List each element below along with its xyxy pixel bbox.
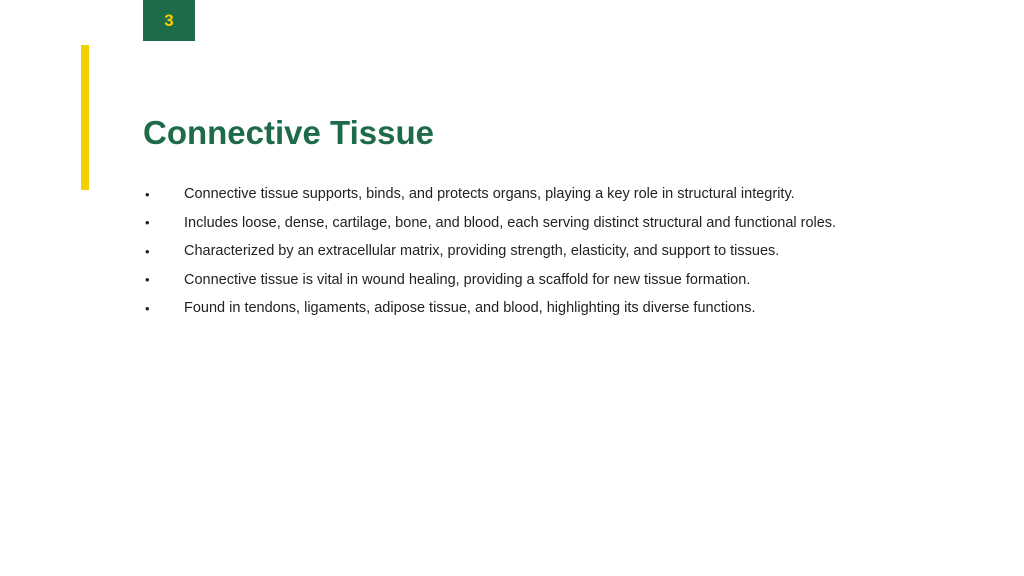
bullet-list	[143, 180, 1003, 323]
bullet-icon: •	[145, 300, 150, 316]
bullet-icon: •	[145, 272, 150, 288]
bullet-text: Connective tissue supports, binds, and protects organs, playing a key role in structural integrity.	[184, 186, 795, 203]
list-item	[143, 237, 1003, 266]
slide-number: 3	[164, 10, 174, 30]
bullet-text: Characterized by an extracellular matrix, providing strength, elasticity, and support to tissues.	[184, 243, 780, 260]
bullet-icon: •	[145, 186, 150, 202]
bullet-text: Connective tissue is vital in wound healing, providing a scaffold for new tissue formation.	[184, 271, 751, 288]
bullet-icon: •	[145, 215, 150, 231]
list-item	[143, 209, 1003, 238]
bullet-text: Includes loose, dense, cartilage, bone, and blood, each serving distinct structural and functional roles.	[184, 214, 837, 231]
accent-bar	[81, 45, 89, 190]
list-item	[143, 294, 1003, 323]
list-item	[143, 180, 1003, 209]
bullet-icon: •	[145, 243, 150, 259]
bullet-text: Found in tendons, ligaments, adipose tissue, and blood, highlighting its diverse functions.	[184, 300, 756, 317]
list-item	[143, 266, 1003, 295]
slide-number-badge	[143, 0, 195, 41]
slide-title: Connective Tissue	[143, 114, 434, 151]
